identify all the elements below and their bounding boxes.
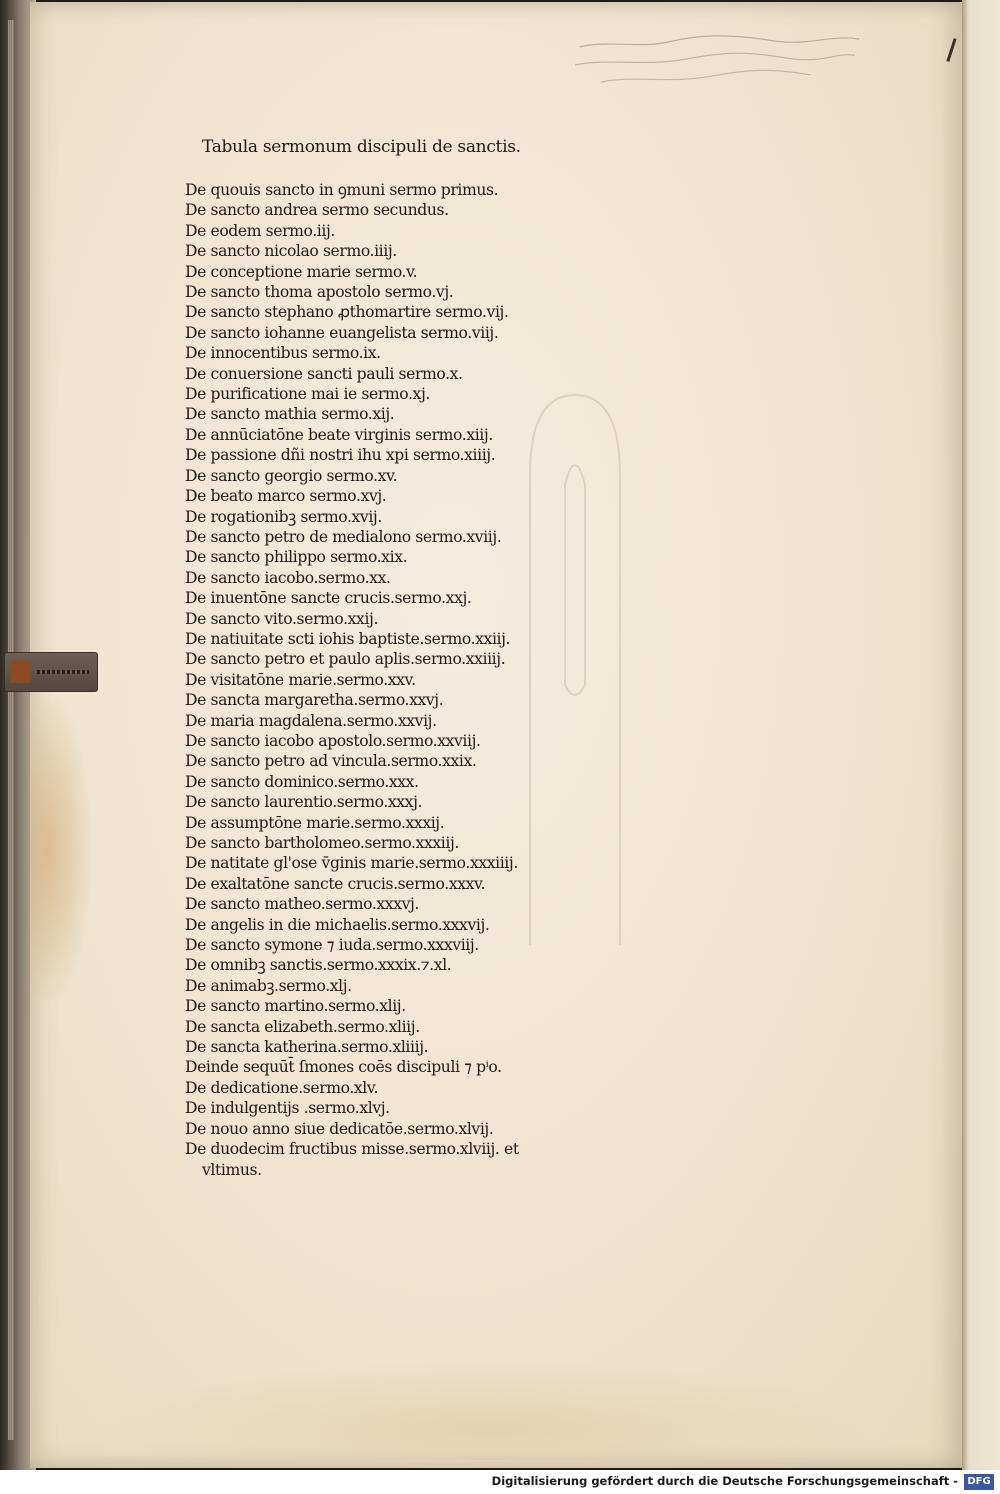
toc-entry: De maria magdalena.sermo.xxvij.: [185, 711, 437, 730]
water-stain: [30, 700, 90, 1000]
toc-entry: De natitate gl'ose v̄ginis marie.sermo.xxxiiij.: [185, 854, 518, 873]
toc-entry: De rogationibꝫ sermo.xvij.: [185, 507, 382, 526]
toc-entry: De conceptione marie sermo.v.: [185, 262, 418, 281]
toc-entry: De sancto petro et paulo aplis.sermo.xxiiij.: [185, 650, 506, 669]
page-title: Tabula sermonum discipuli de sanctis.: [202, 137, 521, 157]
toc-entry: De visitatōne marie.sermo.xxv.: [185, 670, 416, 689]
toc-entry: De eodem sermo.iij.: [185, 221, 335, 240]
clasp-tab: [4, 652, 98, 692]
toc-entry: De sancta katherina.sermo.xliiij.: [185, 1038, 429, 1057]
toc-entry: De nouo anno siue dedicatōe.sermo.xlvij.: [185, 1119, 494, 1138]
toc-entry: De annūciatōne beate virginis sermo.xiij.: [185, 425, 493, 444]
toc-entry: De passione dñi nostri ihu xpi sermo.xiiij.: [185, 446, 496, 465]
toc-entry: De sancto nicolao sermo.iiij.: [185, 242, 397, 261]
toc-entry: De sancta elizabeth.sermo.xliij.: [185, 1017, 420, 1036]
toc-entry: De purificatione mai ie sermo.xj.: [185, 385, 430, 404]
toc-entry-continuation: vltimus.: [202, 1160, 262, 1179]
toc-entry: De sancto philippo sermo.xix.: [185, 548, 408, 567]
toc-entry: De sancto andrea sermo secundus.: [185, 201, 449, 220]
toc-entry: De sancto georgio sermo.xv.: [185, 466, 398, 485]
toc-entry: De sancto iohanne euangelista sermo.viij.: [185, 323, 499, 342]
toc-entry: De sancto mathia sermo.xij.: [185, 405, 395, 424]
sermon-table-of-contents: [185, 180, 519, 1180]
toc-entry: De dedicatione.sermo.xlv.: [185, 1078, 379, 1097]
toc-entry: De animabꝫ.sermo.xlj.: [185, 976, 352, 995]
marginalia-scribble-icon: [569, 25, 871, 95]
toc-entry: De duodecim fructibus misse.sermo.xlviij. et: [185, 1140, 519, 1159]
toc-entry: De beato marco sermo.xvj.: [185, 487, 387, 506]
dfg-logo: DFG: [964, 1474, 994, 1490]
toc-entry: De quouis sancto in ꝯmuni sermo primus.: [185, 181, 499, 199]
toc-entry: De natiuitate scti iohis baptiste.sermo.xxiij.: [185, 629, 511, 648]
toc-entry: De sancto laurentio.sermo.xxxj.: [185, 793, 423, 812]
toc-entry: De sancto matheo.sermo.xxxvj.: [185, 895, 419, 914]
toc-entry: De sancto stephano ꝓthomartire sermo.vij.: [185, 303, 509, 322]
toc-entry: Deinde sequūt̄ ſmones coēs discipuli ⁊ pⁱo.: [185, 1058, 502, 1077]
toc-entry: De conuersione sancti pauli sermo.x.: [185, 364, 463, 383]
toc-entry: De sancto petro ad vincula.sermo.xxix.: [185, 752, 477, 771]
toc-entry: De sancto martino.sermo.xlij.: [185, 997, 406, 1016]
toc-entry: De sancto iacobo.sermo.xx.: [185, 568, 391, 587]
adjacent-page-edge: [962, 0, 1000, 1470]
toc-entry: De sancto iacobo apostolo.sermo.xxviij.: [185, 731, 481, 750]
toc-entry: De indulgentijs .sermo.xlvj.: [185, 1099, 390, 1118]
toc-entry: De sancta margaretha.sermo.xxvj.: [185, 691, 444, 710]
toc-entry: De sancto petro de medialono sermo.xviij.: [185, 527, 502, 546]
handwritten-marginalia: [569, 25, 871, 100]
toc-entry: De assumptōne marie.sermo.xxxij.: [185, 813, 445, 832]
toc-entry: De exaltatōne sancte crucis.sermo.xxxv.: [185, 874, 486, 893]
toc-entry: De sancto thoma apostolo sermo.vj.: [185, 283, 454, 302]
toc-entry: De angelis in die michaelis.sermo.xxxvij.: [185, 915, 490, 934]
funding-credit: Digitalisierung gefördert durch die Deutsche Forschungsgemeinschaft -: [491, 1474, 958, 1488]
digitization-footer: [0, 1470, 1000, 1494]
toc-entry: De innocentibus sermo.ix.: [185, 344, 381, 363]
toc-entry: De inuentōne sancte crucis.sermo.xxj.: [185, 589, 472, 608]
paper-stain: [100, 1360, 880, 1460]
toc-entry: De sancto vito.sermo.xxij.: [185, 609, 379, 628]
toc-entry: De sancto dominico.sermo.xxx.: [185, 772, 419, 791]
toc-entry: De omnibꝫ sanctis.sermo.xxxix.⁊.xl.: [185, 956, 452, 975]
toc-entry: De sancto bartholomeo.sermo.xxxiij.: [185, 834, 459, 852]
paper-watermark: [510, 385, 640, 945]
toc-entry: De sancto symone ⁊ iuda.sermo.xxxviij.: [185, 936, 479, 955]
